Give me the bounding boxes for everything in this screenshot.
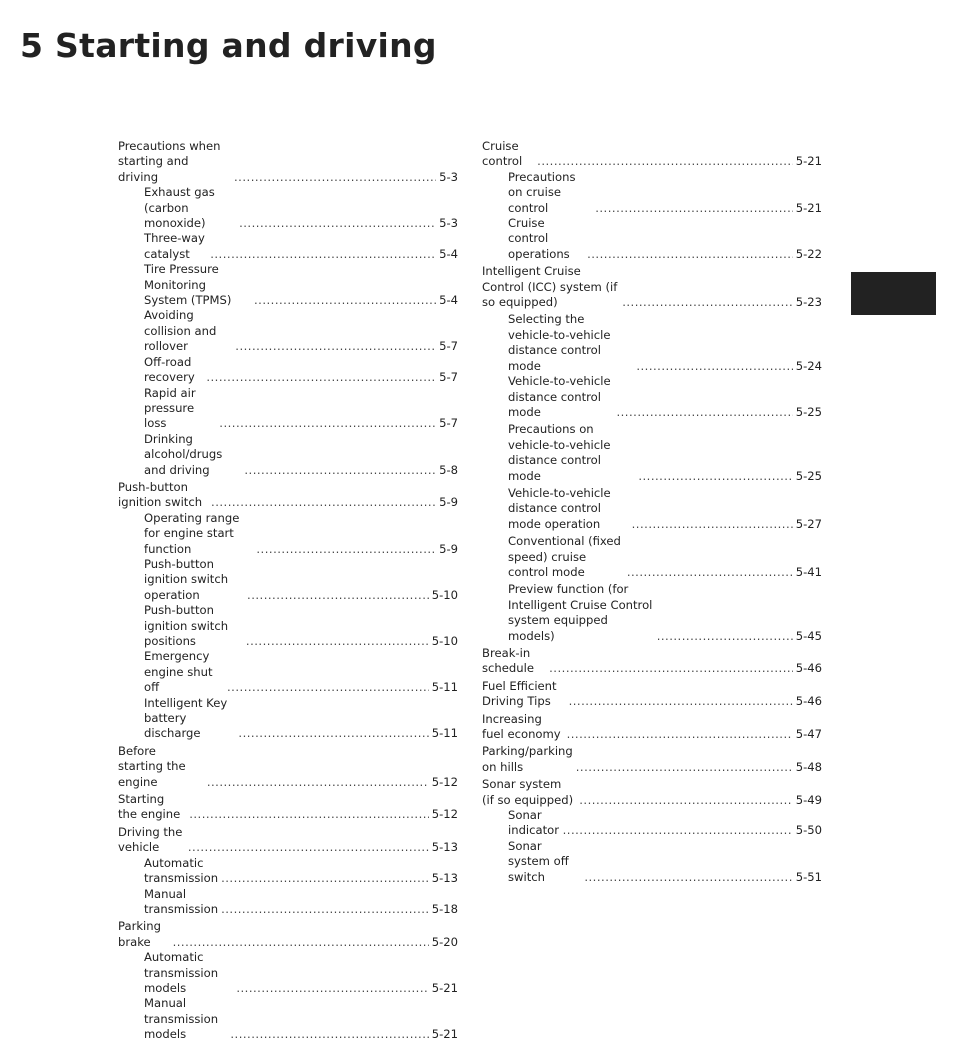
toc-dot-leader bbox=[236, 981, 428, 996]
toc-entry[interactable] bbox=[118, 696, 458, 742]
toc-entry-title: Off-road recovery bbox=[144, 354, 195, 385]
toc-dot-leader bbox=[247, 588, 429, 603]
toc-entry-title: Parking brake bbox=[118, 919, 161, 949]
toc-dot-leader bbox=[622, 295, 793, 310]
toc-entry-title: Vehicle-to-vehicle distance control mode bbox=[508, 374, 611, 419]
toc-dot-leader bbox=[567, 727, 793, 742]
toc-page-number: 5-3 bbox=[439, 216, 458, 231]
toc-page-number: 5-27 bbox=[795, 516, 822, 531]
toc-entry[interactable] bbox=[482, 582, 822, 644]
toc-dot-leader bbox=[579, 793, 792, 808]
toc-dot-leader bbox=[235, 339, 436, 354]
toc-dot-leader bbox=[627, 565, 793, 580]
toc-dot-leader bbox=[254, 293, 436, 308]
toc-dot-leader bbox=[657, 629, 793, 644]
toc-page-number: 5-7 bbox=[439, 416, 458, 431]
toc-entry[interactable] bbox=[118, 480, 458, 511]
toc-entry[interactable] bbox=[118, 386, 458, 432]
toc-entry-title: Sonar indicator bbox=[508, 808, 560, 838]
toc-dot-leader bbox=[221, 871, 429, 886]
toc-page-number: 5-25 bbox=[795, 468, 822, 483]
toc-page-number: 5-12 bbox=[431, 774, 458, 789]
toc-entry-title: Intelligent Cruise Control (ICC) system (if so equipped) bbox=[482, 264, 618, 310]
toc-entry-title: Increasing fuel economy bbox=[482, 711, 561, 742]
toc-entry[interactable] bbox=[482, 170, 822, 216]
toc-page-number: 5-9 bbox=[439, 541, 458, 556]
toc-entry[interactable] bbox=[118, 996, 458, 1042]
toc-entry-title: Sonar system off switch bbox=[508, 838, 569, 884]
toc-entry-title: Automatic transmission bbox=[144, 855, 219, 886]
toc-entry-title: Manual transmission models bbox=[144, 996, 219, 1042]
toc-page-number: 5-10 bbox=[431, 634, 458, 648]
toc-dot-leader bbox=[234, 170, 436, 185]
toc-entry[interactable] bbox=[118, 355, 458, 386]
toc-entry[interactable] bbox=[482, 712, 822, 743]
toc-page-number: 5-20 bbox=[431, 934, 458, 949]
toc-page-number: 5-46 bbox=[795, 694, 822, 709]
toc-entry[interactable] bbox=[482, 216, 822, 262]
toc-entry-title: Driving the vehicle bbox=[118, 824, 183, 855]
toc-entry-title: Tire Pressure Monitoring System (TPMS) bbox=[144, 262, 232, 308]
toc-dot-leader bbox=[537, 154, 793, 169]
toc-entry-title: Precautions when starting and driving bbox=[118, 139, 221, 184]
toc-entry[interactable] bbox=[482, 744, 822, 775]
toc-dot-leader bbox=[221, 902, 429, 917]
toc-entry[interactable] bbox=[482, 264, 822, 310]
toc-page-number: 5-23 bbox=[795, 295, 822, 310]
toc-entry-title: Emergency engine shut off bbox=[144, 649, 213, 695]
toc-entry[interactable] bbox=[118, 231, 458, 262]
toc-entry-title: Vehicle-to-vehicle distance control mode operation bbox=[508, 485, 611, 531]
toc-page-number: 5-18 bbox=[431, 901, 458, 916]
toc-page-number: 5-41 bbox=[795, 564, 822, 579]
toc-entry-title: Cruise control bbox=[482, 139, 523, 169]
toc-page-number: 5-4 bbox=[439, 293, 458, 308]
toc-entry[interactable] bbox=[118, 825, 458, 856]
toc-dot-leader bbox=[227, 680, 429, 695]
toc-dot-leader bbox=[210, 247, 436, 262]
toc-entry-title: Before starting the engine bbox=[118, 743, 186, 789]
toc-dot-leader bbox=[173, 935, 429, 950]
toc-entry-title: Operating range for engine start function bbox=[144, 510, 240, 556]
toc-entry-title: Intelligent Key battery discharge bbox=[144, 695, 228, 741]
toc-entry[interactable] bbox=[118, 511, 458, 557]
toc-entry-title: Push-button ignition switch bbox=[118, 479, 203, 510]
toc-dot-leader bbox=[256, 542, 436, 557]
toc-page-number: 5-9 bbox=[439, 495, 458, 510]
toc-dot-leader bbox=[219, 416, 436, 431]
toc-entry-title: Exhaust gas (carbon monoxide) bbox=[144, 185, 215, 231]
toc-entry[interactable] bbox=[118, 557, 458, 603]
toc-column-right bbox=[482, 139, 822, 885]
toc-entry-title: Break-in schedule bbox=[482, 646, 534, 676]
toc-entry[interactable] bbox=[118, 262, 458, 308]
toc-dot-leader bbox=[569, 694, 793, 709]
toc-entry[interactable] bbox=[482, 808, 822, 839]
toc-page-number: 5-48 bbox=[795, 759, 822, 774]
toc-page-number: 5-13 bbox=[431, 871, 458, 886]
toc-entry[interactable] bbox=[118, 185, 458, 231]
toc-page-number: 5-11 bbox=[431, 726, 458, 741]
toc-page-number: 5-24 bbox=[795, 358, 822, 373]
toc-entry[interactable] bbox=[118, 950, 458, 996]
toc-entry-title: Cruise control operations bbox=[508, 216, 570, 261]
toc-dot-leader bbox=[636, 359, 792, 374]
toc-entry-title: Sonar system (if so equipped) bbox=[482, 777, 574, 807]
toc-entry[interactable] bbox=[118, 308, 458, 354]
toc-entry[interactable] bbox=[118, 856, 458, 887]
toc-entry-title: Three-way catalyst bbox=[144, 231, 205, 261]
toc-entry[interactable] bbox=[482, 312, 822, 374]
toc-page-number: 5-47 bbox=[795, 727, 822, 742]
toc-dot-leader bbox=[188, 840, 429, 855]
toc-entry-title: Fuel Efficient Driving Tips bbox=[482, 678, 557, 709]
toc-entry[interactable] bbox=[118, 887, 458, 918]
toc-entry[interactable] bbox=[118, 603, 458, 649]
toc-page-number: 5-13 bbox=[431, 840, 458, 855]
toc-page-number: 5-49 bbox=[795, 792, 822, 807]
toc-page-number: 5-8 bbox=[439, 462, 458, 477]
toc-page-number: 5-3 bbox=[439, 169, 458, 184]
toc-entry[interactable] bbox=[482, 374, 822, 420]
toc-entry[interactable] bbox=[118, 649, 458, 695]
toc-entry[interactable] bbox=[482, 646, 822, 677]
toc-entry-title: Precautions on cruise control bbox=[508, 169, 576, 215]
toc-dot-leader bbox=[632, 517, 793, 532]
toc-page-number: 5-21 bbox=[431, 1027, 458, 1042]
toc-entry-title: Selecting the vehicle-to-vehicle distance control mode bbox=[508, 312, 611, 373]
toc-entry-title: Parking/parking on hills bbox=[482, 744, 573, 774]
toc-entry[interactable] bbox=[118, 919, 458, 950]
toc-page-number: 5-4 bbox=[439, 246, 458, 261]
toc-dot-leader bbox=[238, 726, 428, 741]
toc-entry-title: Conventional (fixed speed) cruise control mode bbox=[508, 534, 621, 579]
toc-page-number: 5-12 bbox=[431, 807, 458, 822]
chapter-title: 5 Starting and driving bbox=[20, 26, 437, 65]
toc-entry[interactable] bbox=[118, 792, 458, 823]
toc-page-number: 5-21 bbox=[431, 980, 458, 995]
toc-dot-leader bbox=[244, 463, 436, 478]
toc-page-number: 5-25 bbox=[795, 404, 822, 419]
toc-page-number: 5-46 bbox=[795, 661, 822, 676]
toc-page-number: 5-10 bbox=[431, 587, 458, 602]
toc-entry[interactable] bbox=[482, 139, 822, 170]
toc-entry[interactable] bbox=[482, 679, 822, 710]
toc-column-left bbox=[118, 139, 458, 1043]
toc-dot-leader bbox=[576, 760, 793, 775]
toc-page-number: 5-45 bbox=[795, 628, 822, 643]
toc-page-number: 5-7 bbox=[439, 339, 458, 354]
toc-entry[interactable] bbox=[118, 139, 458, 185]
toc-dot-leader bbox=[211, 495, 436, 510]
toc-entry[interactable] bbox=[482, 486, 822, 532]
toc-entry[interactable] bbox=[482, 839, 822, 885]
toc-entry-title: Drinking alcohol/drugs and driving bbox=[144, 431, 223, 477]
toc-dot-leader bbox=[246, 634, 429, 649]
toc-dot-leader bbox=[207, 775, 429, 790]
toc-entry-title: Precautions on vehicle-to-vehicle distance control mode bbox=[508, 422, 611, 483]
chapter-thumb-tab bbox=[851, 272, 936, 315]
toc-entry[interactable] bbox=[482, 777, 822, 808]
toc-page-number: 5-50 bbox=[795, 823, 822, 838]
toc-entry-title: Manual transmission bbox=[144, 886, 219, 916]
toc-dot-leader bbox=[587, 247, 793, 262]
toc-entry[interactable] bbox=[482, 534, 822, 580]
toc-dot-leader bbox=[584, 870, 792, 885]
toc-dot-leader bbox=[638, 469, 792, 484]
toc-dot-leader bbox=[239, 216, 436, 231]
toc-page-number: 5-21 bbox=[795, 154, 822, 169]
toc-page-number: 5-7 bbox=[439, 370, 458, 385]
toc-entry[interactable] bbox=[482, 422, 822, 484]
toc-dot-leader bbox=[595, 201, 792, 216]
toc-entry-title: Rapid air pressure loss bbox=[144, 385, 196, 431]
toc-page-number: 5-51 bbox=[795, 869, 822, 884]
toc-entry-title: Push-button ignition switch operation bbox=[144, 556, 229, 602]
toc-dot-leader bbox=[616, 405, 792, 420]
toc-dot-leader bbox=[230, 1027, 428, 1042]
toc-page-number: 5-22 bbox=[795, 246, 822, 261]
toc-entry-title: Avoiding collision and rollover bbox=[144, 308, 217, 354]
toc-entry[interactable] bbox=[118, 432, 458, 478]
toc-entry-title: Push-button ignition switch positions bbox=[144, 603, 229, 648]
toc-entry-title: Automatic transmission models bbox=[144, 950, 219, 995]
toc-page-number: 5-11 bbox=[431, 680, 458, 695]
toc-entry-title: Starting the engine bbox=[118, 792, 181, 822]
toc-dot-leader bbox=[189, 807, 429, 822]
toc-dot-leader bbox=[206, 370, 436, 385]
toc-entry-title: Preview function (for Intelligent Cruise Control system equipped models) bbox=[508, 582, 653, 643]
toc-page-number: 5-21 bbox=[795, 200, 822, 215]
toc-dot-leader bbox=[563, 823, 793, 838]
toc-dot-leader bbox=[549, 661, 793, 676]
toc-entry[interactable] bbox=[118, 744, 458, 790]
